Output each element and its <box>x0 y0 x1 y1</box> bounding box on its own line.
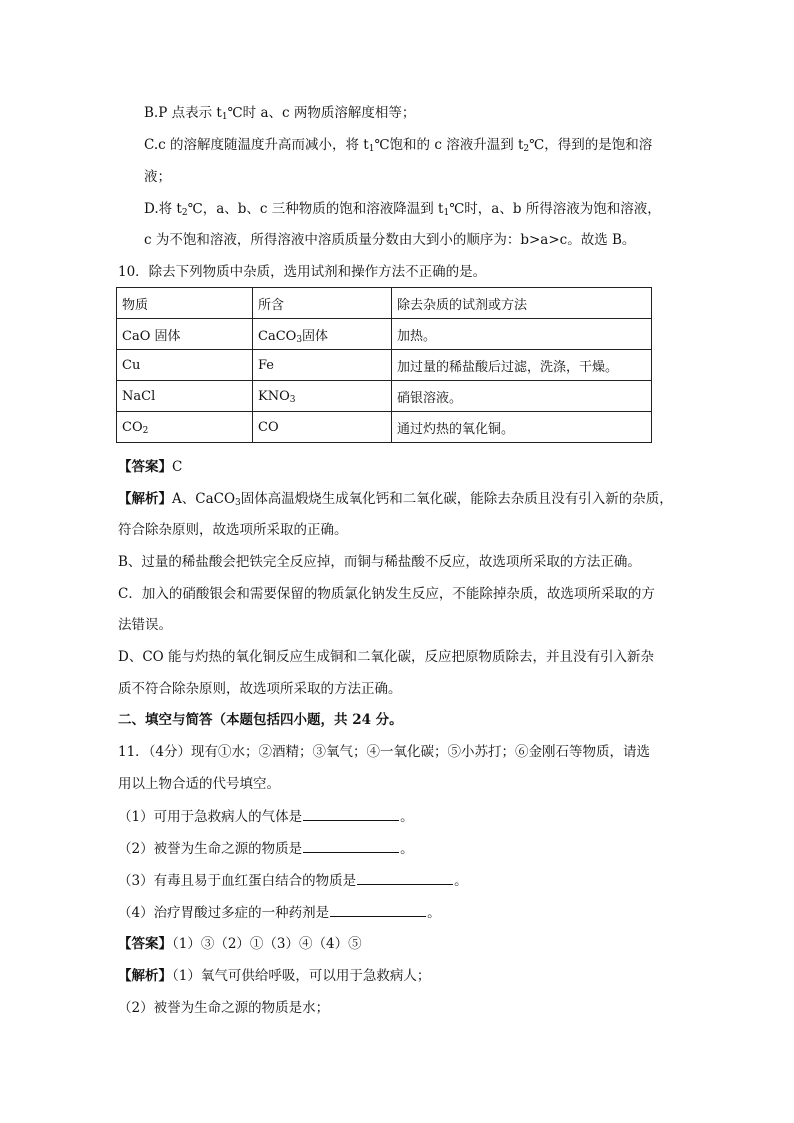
question-10-analysis-c: C．加入的硝酸银会和需要保留的物质氯化钠发生反应，不能除掉杂质，故选项所采取的方 <box>118 586 655 602</box>
option-b-text: B.P 点表示 $t_1℃$时 a、c 两物质溶解度相等； <box>144 105 416 122</box>
question-10-analysis-c-cont: 法错误。 <box>118 617 172 633</box>
question-11-answer: 【答案】（1）③（2）①（3）④（4）⑤ <box>118 936 362 952</box>
option-d-text-cont: c 为不饱和溶液，所得溶液中溶质质量分数由大到小的顺序为：b>a>c。故选 B。 <box>144 232 636 248</box>
table-cell-method: 通过灼热的氧化铜。 <box>392 412 652 443</box>
question-11-part-3: （3）有毒且易于血红蛋白结合的物质是 。 <box>118 870 468 891</box>
question-11-part-2: （2）被誉为生命之源的物质是 。 <box>118 838 414 859</box>
question-11-part-4: （4）治疗胃酸过多症的一种药剂是 。 <box>118 902 441 923</box>
question-10-answer: 【答案】C <box>118 459 183 475</box>
table-cell-substance: Cu <box>117 350 253 381</box>
table-row <box>117 412 652 443</box>
question-11-part-1: （1）可用于急救病人的气体是 。 <box>118 806 414 827</box>
table-cell-method: 硝银溶液。 <box>392 381 652 412</box>
question-10-analysis-b: B、过量的稀盐酸会把铁完全反应掉，而铜与稀盐酸不反应，故选项所采取的方法正确。 <box>118 554 641 570</box>
table-header-cell: 所含 <box>253 288 392 319</box>
table-cell-substance: NaCl <box>117 381 253 412</box>
answer-blank-4[interactable] <box>330 902 426 917</box>
table-cell-impurity: Fe <box>253 350 392 381</box>
question-10-analysis-a-cont: 符合除杂原则，故选项所采取的正确。 <box>118 522 348 538</box>
question-11-analysis-2: （2）被誉为生命之源的物质是水； <box>118 1000 330 1016</box>
question-10-analysis-a: 【解析】A、CaCO$_3$固体高温煅烧生成氧化钙和二氧化碳，能除去杂质且没有引入新的杂质， <box>118 491 673 508</box>
table-cell-method: 加过量的稀盐酸后过滤，洗涤，干燥。 <box>392 350 652 381</box>
table-cell-substance: $CO_2$ <box>117 412 253 443</box>
question-10-analysis-d: D、CO 能与灼热的氧化铜反应生成铜和二氧化碳，反应把原物质除去，并且没有引入新杂 <box>118 649 655 665</box>
table-row <box>117 381 652 412</box>
table-cell-substance: CaO 固体 <box>117 319 253 350</box>
table-row <box>117 350 652 381</box>
option-c-text-cont: 液； <box>144 169 171 185</box>
impurity-table <box>116 287 652 443</box>
table-row <box>117 319 652 350</box>
answer-blank-3[interactable] <box>357 870 453 885</box>
question-10-analysis-d-cont: 质不符合除杂原则，故选项所采取的方法正确。 <box>118 681 402 697</box>
table-cell-impurity: CaCO$_3$固体 <box>253 319 392 350</box>
question-11-analysis-1: 【解析】（1）氧气可供给呼吸，可以用于急救病人； <box>118 968 431 984</box>
table-cell-method: 加热。 <box>392 319 652 350</box>
answer-blank-1[interactable] <box>303 806 399 821</box>
table-header-row <box>117 288 652 319</box>
table-header-cell: 物质 <box>117 288 253 319</box>
question-11-stem-cont: 用以上物合适的代号填空。 <box>118 776 280 792</box>
table-cell-impurity: CO <box>253 412 392 443</box>
option-d-text: D.将 $t_2℃$，a、b、c 三种物质的饱和溶液降温到 $t_1℃$时，a、b 所得溶液为饱和溶液， <box>144 201 661 218</box>
option-c-text: C.c 的溶解度随温度升高而减小，将 $t_1℃$饱和的 c 溶液升温到 $t_2℃$，得到的是饱和溶 <box>144 137 653 154</box>
table-cell-impurity: $KNO_3$ <box>253 381 392 412</box>
question-11-stem: 11．（4分）现有①水；②酒精；③氧气；④一氧化碳；⑤小苏打；⑥金刚石等物质，请选 <box>118 744 651 760</box>
question-10-stem: 10．除去下列物质中杂质，选用试剂和操作方法不正确的是。 <box>118 264 487 280</box>
answer-blank-2[interactable] <box>303 838 399 853</box>
table-header-cell: 除去杂质的试剂或方法 <box>392 288 652 319</box>
section-heading: 二、填空与简答（本题包括四小题，共 24 分。 <box>118 712 403 728</box>
